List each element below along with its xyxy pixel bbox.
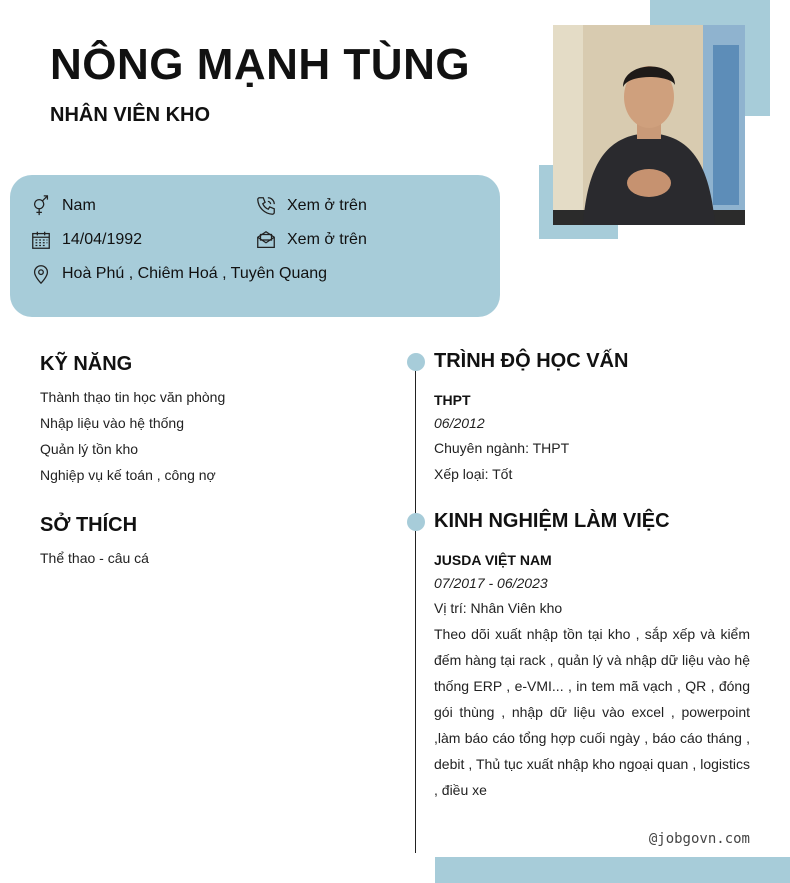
gender-icon (30, 195, 52, 217)
experience-position: Vị trí: Nhân Viên kho (434, 600, 563, 616)
profile-photo (553, 25, 745, 225)
education-school: THPT (434, 392, 471, 408)
birthdate-value: 14/04/1992 (62, 231, 143, 248)
education-major: Chuyên ngành: THPT (434, 440, 570, 456)
timeline-dot-education (407, 353, 425, 371)
education-date: 06/2012 (434, 415, 485, 431)
experience-title: KINH NGHIỆM LÀM VIỆC (434, 510, 670, 532)
decor-block-bottom (435, 857, 790, 883)
education-title: TRÌNH ĐỘ HỌC VẤN (434, 350, 629, 372)
gender-value: Nam (62, 197, 96, 214)
contact-birthdate (30, 229, 142, 251)
hobbies-title: SỞ THÍCH (40, 514, 138, 536)
experience-company: JUSDA VIỆT NAM (434, 552, 552, 568)
candidate-role: NHÂN VIÊN KHO (50, 104, 211, 126)
contact-phone (255, 195, 367, 217)
email-value: Xem ở trên (287, 231, 367, 248)
skill-item: Thành thạo tin học văn phòng (40, 389, 226, 405)
location-pin-icon (30, 263, 52, 285)
contact-gender (30, 195, 96, 217)
contact-email (255, 229, 367, 251)
skill-item: Nghiệp vụ kế toán , công nợ (40, 467, 216, 483)
experience-period: 07/2017 - 06/2023 (434, 575, 548, 591)
phone-icon (255, 195, 277, 217)
contact-card (10, 175, 500, 317)
address-value: Hoà Phú , Chiêm Hoá , Tuyên Quang (62, 265, 328, 282)
skills-title: KỸ NĂNG (40, 353, 133, 375)
hobby-item: Thể thao - câu cá (40, 550, 149, 566)
experience-description: Theo dõi xuất nhập tồn tại kho , sắp xếp và kiểm đếm hàng tại rack , quản lý và nhập dữ liệu vào hệ thống ERP , e-VMI... , in tem mã vạch , QR , đóng gói thùng , nhập dữ liệu vào excel , powerpoint ,làm báo cáo tổng hợp cuối ngày , báo cáo tháng , debit , Thủ tục xuất nhập kho ngoại quan , logistics , điều xe (434, 626, 750, 798)
watermark-text: @jobgovn.com (648, 831, 750, 847)
candidate-name: NÔNG MẠNH TÙNG (50, 40, 471, 89)
education-grade: Xếp loại: Tốt (434, 466, 513, 482)
timeline-dot-experience (407, 513, 425, 531)
email-icon (255, 229, 277, 251)
timeline-line (415, 362, 416, 853)
calendar-icon (30, 229, 52, 251)
skill-item: Quản lý tồn kho (40, 441, 139, 457)
contact-address (30, 263, 327, 285)
phone-value: Xem ở trên (287, 197, 367, 214)
portrait-illustration (553, 25, 745, 225)
skill-item: Nhập liệu vào hệ thống (40, 415, 184, 431)
